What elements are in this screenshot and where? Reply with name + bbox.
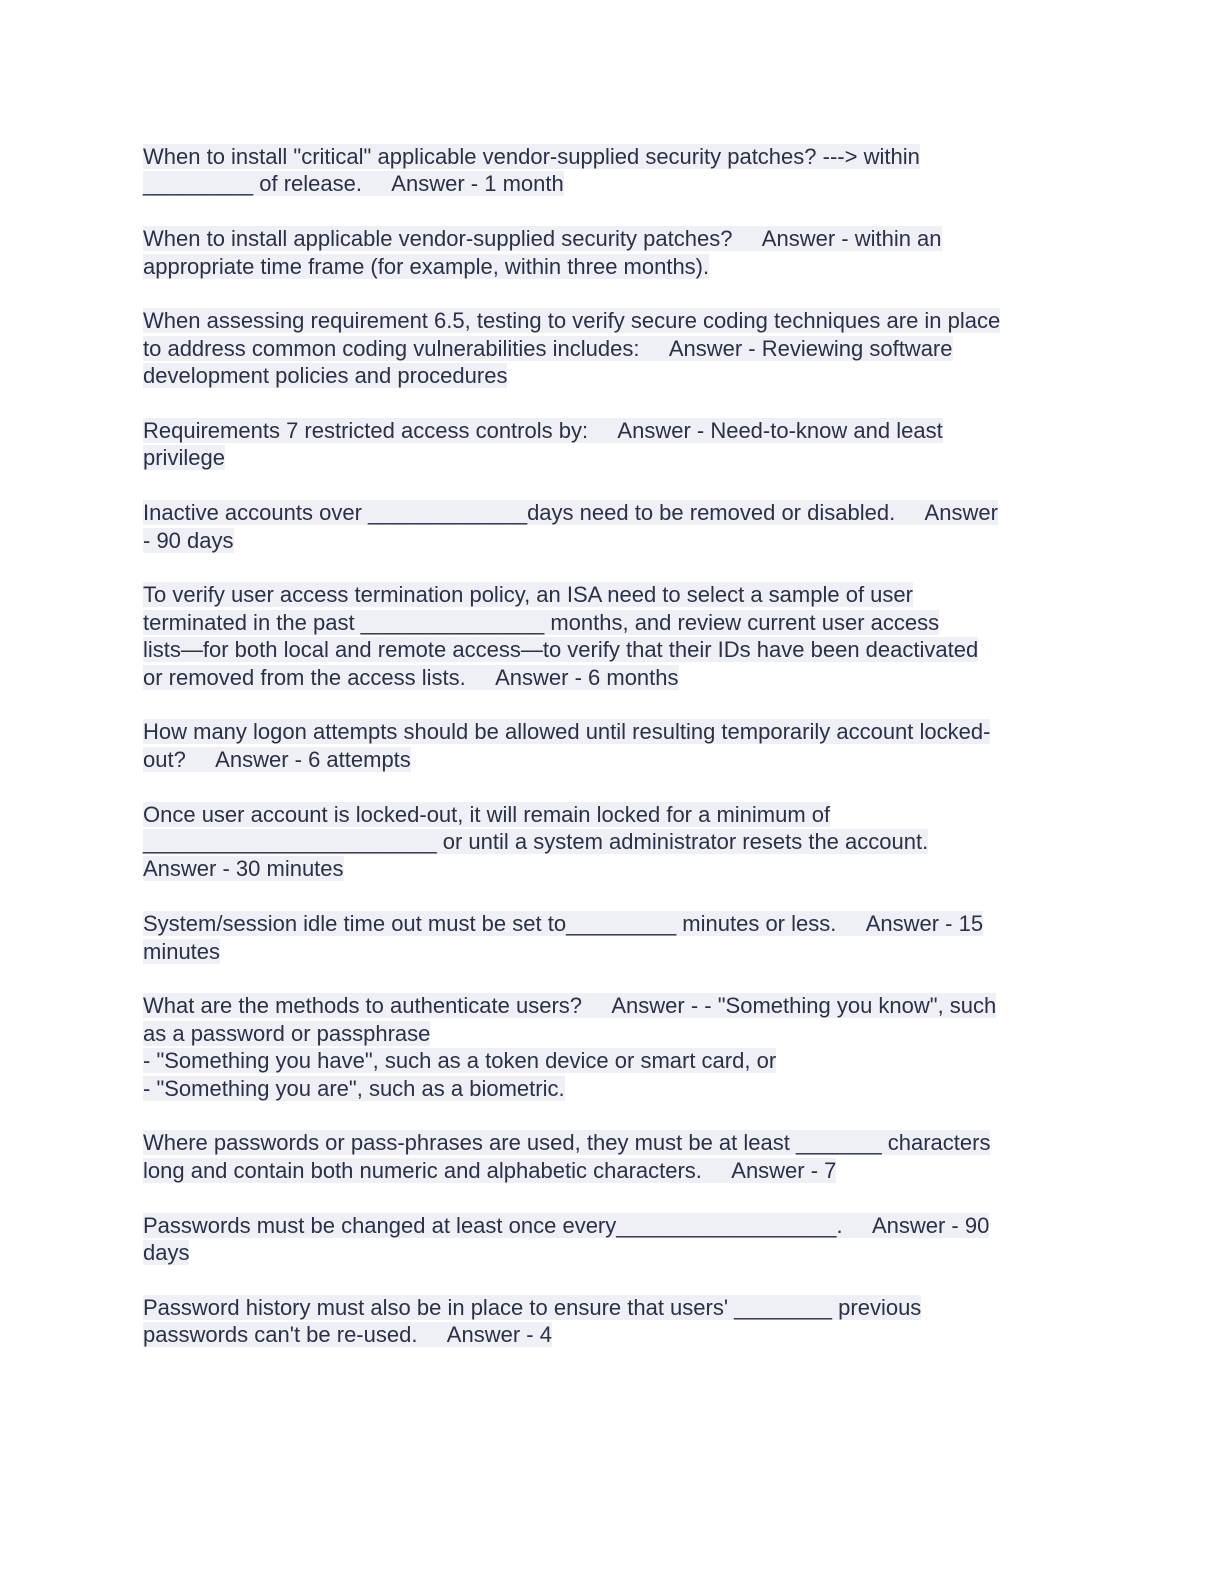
qa-item-6 [143, 581, 1083, 691]
qa-item-11 [143, 1129, 1083, 1184]
qa-text-line: When to install applicable vendor-supplied security patches? Answer - within an [143, 226, 942, 252]
qa-text-line: to address common coding vulnerabilities includes: Answer - Reviewing software [143, 335, 953, 361]
qa-text-line: ________________________ or until a system administrator resets the account. [143, 829, 929, 855]
qa-text-line: appropriate time frame (for example, within three months). [143, 253, 710, 279]
qa-text-line: days [143, 1240, 190, 1266]
qa-text-line: long and contain both numeric and alphabetic characters. Answer - 7 [143, 1157, 837, 1183]
qa-text-line: as a password or passphrase [143, 1020, 431, 1046]
qa-text-line: or removed from the access lists. Answer - 6 months [143, 664, 679, 690]
qa-text-line: privilege [143, 445, 225, 471]
qa-item-8 [143, 801, 1083, 883]
qa-item-7 [143, 718, 1083, 773]
qa-item-3 [143, 307, 1083, 389]
qa-text-line: Inactive accounts over _____________days need to be removed or disabled. Answer [143, 500, 998, 526]
qa-item-1 [143, 143, 1083, 198]
qa-item-13 [143, 1294, 1083, 1349]
qa-text-line: To verify user access termination policy, an ISA need to select a sample of user [143, 582, 913, 608]
qa-text-line: minutes [143, 938, 221, 964]
document-body [143, 143, 1083, 1376]
qa-text-line: - 90 days [143, 527, 234, 553]
qa-text-line: System/session idle time out must be set to_________ minutes or less. Answer - 15 [143, 911, 984, 937]
qa-text-line: development policies and procedures [143, 363, 508, 389]
qa-text-line: _________ of release. Answer - 1 month [143, 171, 564, 197]
qa-item-10 [143, 992, 1083, 1102]
qa-text-line: terminated in the past _______________ months, and review current user access [143, 609, 940, 635]
qa-text-line: When to install "critical" applicable vendor-supplied security patches? ---> within [143, 144, 920, 169]
qa-text-line: lists—for both local and remote access—to verify that their IDs have been deactivated [143, 637, 979, 663]
qa-text-line: out? Answer - 6 attempts [143, 746, 411, 772]
qa-text-line: Where passwords or pass-phrases are used, they must be at least _______ characters [143, 1130, 991, 1156]
qa-text-line: Once user account is locked-out, it will remain locked for a minimum of [143, 801, 831, 827]
qa-text-line: How many logon attempts should be allowed until resulting temporarily account locked- [143, 719, 991, 745]
qa-text-line: Password history must also be in place to ensure that users' ________ previous [143, 1294, 922, 1320]
qa-text-line: Passwords must be changed at least once every__________________. Answer - 90 [143, 1212, 990, 1238]
qa-item-4 [143, 417, 1083, 472]
qa-text-line: passwords can't be re-used. Answer - 4 [143, 1322, 552, 1348]
qa-text-line: - "Something you have", such as a token device or smart card, or [143, 1048, 777, 1074]
qa-text-line: What are the methods to authenticate users? Answer - - "Something you know", such [143, 993, 997, 1019]
qa-text-line: Answer - 30 minutes [143, 856, 344, 882]
qa-item-9 [143, 910, 1083, 965]
qa-item-12 [143, 1212, 1083, 1267]
qa-item-2 [143, 225, 1083, 280]
qa-text-line: Requirements 7 restricted access controls by: Answer - Need-to-know and least [143, 418, 943, 444]
qa-text-line: When assessing requirement 6.5, testing to verify secure coding techniques are in place [143, 308, 1001, 334]
qa-item-5 [143, 499, 1083, 554]
qa-text-line: - "Something you are", such as a biometric. [143, 1075, 565, 1101]
